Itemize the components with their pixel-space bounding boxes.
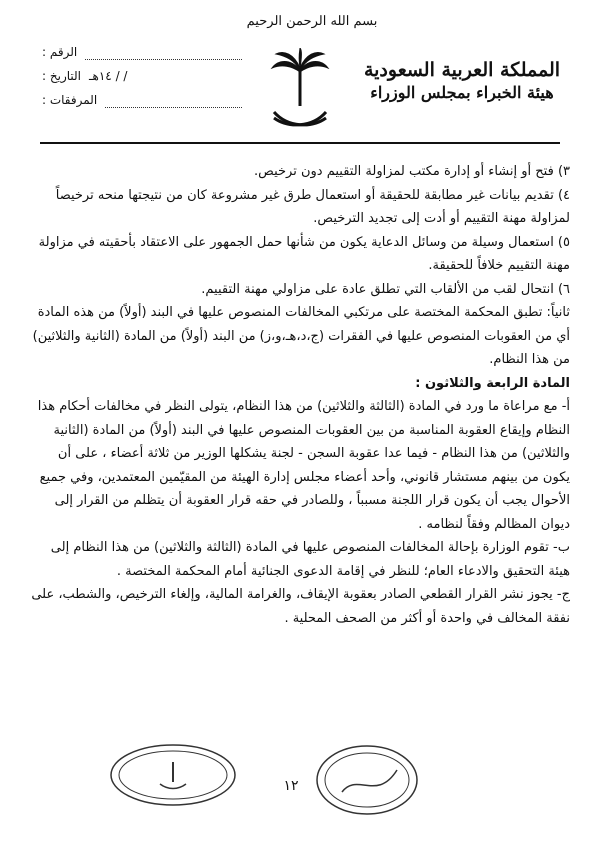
ref-number-row <box>42 40 242 64</box>
letterhead-kingdom <box>357 58 567 104</box>
ref-number-label: الرقم : <box>42 45 78 59</box>
kingdom-name: المملكة العربية السعودية <box>363 59 561 81</box>
paragraph-c: ج- يجوز نشر القرار القطعي الصادر بعقوبة الإيقاف، والغرامة المالية، وإلغاء الترخيص، والشطب، على نفقة المخالف في واحدة أو أكثر من الصحف المحلية . <box>31 587 570 626</box>
authority-name: هيئة الخبراء بمجلس الوزراء <box>370 83 554 102</box>
paragraph-second: ثانياً: تطبق المحكمة المختصة على مرتكبي المخالفات المنصوص عليها في البند (أولاً) من هذه المادة أي من العقوبات المنصوص عليها في الفقرات (ج،د،هـ،و،ز) من البند (أولاً) من المادة (الثانية والثلاثين) من هذا النظام. <box>32 305 570 367</box>
attachments-row <box>42 88 242 112</box>
paragraph-item-5: ٥) استعمال وسيلة من وسائل الدعاية يكون من شأنها حمل الجمهور على الاعتقاد بأحقيته في مزاولة مهنة التقييم خلافاً للحقيقة. <box>38 234 570 273</box>
basmala: بسم الله الرحمن الرحيم <box>246 14 378 29</box>
official-stamp-seal <box>108 742 238 808</box>
reference-block <box>42 40 242 112</box>
official-stamp-round <box>312 742 422 818</box>
paragraph-b: ب- تقوم الوزارة بإحالة المخالفات المنصوص عليها في المادة (الثالثة والثلاثين) من هذا النظام إلى هيئة التحقيق والادعاء العام؛ للنظر في إقامة الدعوى الجنائية أمام المحكمة المختصة . <box>50 540 570 579</box>
date-label: التاريخ : <box>42 69 82 83</box>
header-divider <box>40 142 560 144</box>
paragraph-item-6: ٦) انتحال لقب من الألقاب التي تطلق عادة على مزاولي مهنة التقييم. <box>201 281 570 297</box>
attachments-line <box>105 93 242 108</box>
document-body <box>30 160 570 630</box>
paragraph-item-3: ٣) فتح أو إنشاء أو إدارة مكتب لمزاولة التقييم دون ترخيص. <box>254 164 570 179</box>
date-row <box>42 64 242 88</box>
paragraph-item-4: ٤) تقديم بيانات غير مطابقة للحقيقة أو استعمال طرق غير مشروعة كان من نتيجتها منحه ترخيصاً لمزاولة مهنة التقييم أو أدت إلى تجديد الترخيص. <box>55 187 570 226</box>
palm-swords-emblem-icon <box>268 48 332 134</box>
date-value: / / ١٤هـ <box>89 69 128 83</box>
attachments-label: المرفقات : <box>42 93 98 107</box>
page-number: ١٢ <box>283 778 299 794</box>
paragraph-a: أ- مع مراعاة ما ورد في المادة (الثالثة والثلاثين) من هذا النظام، يتولى النظر في مخالفات أحكام هذا النظام وإيقاع العقوبة المناسبة من بين العقوبات المنصوص عليها في البند (أولاً) من المادة (الثانية والثلاثين) من هذا النظام - فيما عدا عقوبة السجن - لجنة يشكلها الوزير من ثلاثة أعضاء ، على أن يكون من بينهم مستشار قانوني، وأحد أعضاء مجلس إدارة الهيئة من المقيّمين المعتمدين، وفي جميع الأحوال يجب أن يكون قرار اللجنة مسبباً ، وللصادر في حقه قرار العقوبة أن يتظلم من القرار إلى ديوان المظالم وفقاً لنظامه . <box>37 399 570 532</box>
article-34-heading: المادة الرابعة والثلاثون : <box>415 375 570 391</box>
ref-number-line <box>85 45 242 60</box>
